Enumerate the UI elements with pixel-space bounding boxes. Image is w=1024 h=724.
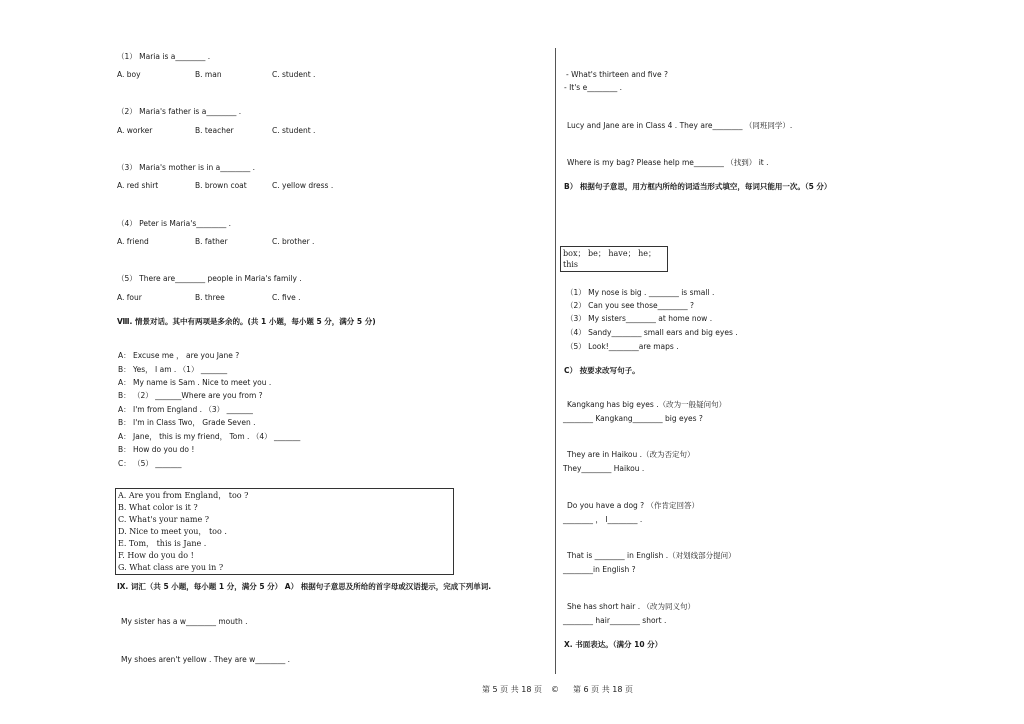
option-line: C. What's your name ? <box>118 515 210 524</box>
section-c-heading: C） 按要求改写句子。 <box>564 366 640 375</box>
q5-option-a: A. four <box>117 293 142 302</box>
rewrite-5-answer: ________ hair________ short . <box>563 616 667 625</box>
question-2: （2） Maria's father is a________ . <box>117 107 242 116</box>
q4-option-a: A. friend <box>117 237 149 246</box>
q5-option-c: C. five . <box>272 293 301 302</box>
q2-option-a: A. worker <box>117 126 153 135</box>
word-box-line: this <box>563 260 579 269</box>
question-4: （4） Peter is Maria's________ . <box>117 219 231 228</box>
rewrite-4-prompt: That is ________ in English .（对划线部分提问） <box>567 551 736 560</box>
question-5: （5） There are________ people in Maria's family . <box>117 274 302 283</box>
dialogue-line: B： （2） _______Where are you from ? <box>118 391 263 400</box>
option-line: F. How do you do ! <box>118 551 194 560</box>
footer-page-left: 第 5 页 共 18 页 <box>482 685 542 694</box>
q1-option-a: A. boy <box>117 70 141 79</box>
option-line: A. Are you from England， too ? <box>118 491 249 500</box>
vocab-question-bag: Where is my bag? Please help me________ （找到） it . <box>567 158 769 167</box>
q4-option-b: B. father <box>195 237 228 246</box>
section-dialogue-heading: Ⅷ. 情景对话。其中有两项是多余的。(共 1 小题，每小题 5 分，满分 5 分) <box>117 317 376 326</box>
section-vocab-heading: Ⅸ. 词汇（共 5 小题，每小题 1 分，满分 5 分） A） 根据句子意思及所给的首字母或汉语提示，完成下列单词. <box>117 582 492 591</box>
rewrite-1-prompt: Kangkang has big eyes .（改为一般疑问句） <box>567 400 727 409</box>
q1-option-b: B. man <box>195 70 222 79</box>
section-b-heading: B） 根据句子意思，用方框内所给的词适当形式填空，每词只能用一次。（5 分） <box>564 182 832 191</box>
q2-option-c: C. student . <box>272 126 316 135</box>
dialogue-question: - What's thirteen and five ? <box>566 70 668 79</box>
dialogue-line: A： Jane， this is my friend， Tom . （4） _______ <box>118 432 301 441</box>
rewrite-4-answer: ________in English ? <box>563 565 636 574</box>
rewrite-2-answer: They________ Haikou . <box>563 464 645 473</box>
fill-item: （1） My nose is big . ________ is small . <box>566 288 715 297</box>
question-3: （3） Maria's mother is in a________ . <box>117 163 255 172</box>
rewrite-3-answer: ________ ， I________ . <box>563 515 643 524</box>
fill-item: （2） Can you see those________ ? <box>566 301 694 310</box>
dialogue-line: B： I'm in Class Two， Grade Seven . <box>118 418 256 427</box>
dialogue-answer: - It's e________ . <box>564 83 622 92</box>
q3-option-a: A. red shirt <box>117 181 159 190</box>
vocab-question-lucy: Lucy and Jane are in Class 4 . They are________ （同班同学）. <box>567 121 793 130</box>
footer-page-right: 第 6 页 共 18 页 <box>573 685 633 694</box>
fill-item: （3） My sisters________ at home now . <box>566 314 713 323</box>
option-line: G. What class are you in ? <box>118 563 224 572</box>
q4-option-c: C. brother . <box>272 237 315 246</box>
rewrite-3-prompt: Do you have a dog ? （作肯定回答） <box>567 501 700 510</box>
dialogue-line: A： I'm from England . （3） _______ <box>118 405 253 414</box>
rewrite-2-prompt: They are in Haikou .（改为否定句） <box>567 450 695 459</box>
dialogue-line: B： Yes， I am . （1） _______ <box>118 365 228 374</box>
fill-item: （5） Look!________are maps . <box>566 342 679 351</box>
q3-option-c: C. yellow dress . <box>272 181 334 190</box>
dialogue-line: A： My name is Sam . Nice to meet you . <box>118 378 272 387</box>
dialogue-line: A： Excuse me ， are you Jane ? <box>118 351 240 360</box>
option-line: B. What color is it ? <box>118 503 198 512</box>
q5-option-b: B. three <box>195 293 225 302</box>
rewrite-5-prompt: She has short hair . （改为同义句） <box>567 602 695 611</box>
footer-symbol: © <box>551 685 559 694</box>
vocab-question-1: My sister has a w________ mouth . <box>121 617 248 626</box>
dialogue-line: B： How do you do ! <box>118 445 195 454</box>
word-box-line: box； be； have； he； <box>563 249 656 258</box>
option-line: D. Nice to meet you， too . <box>118 527 227 536</box>
page-divider <box>555 48 556 674</box>
q1-option-c: C. student . <box>272 70 316 79</box>
dialogue-line: C： （5） _______ <box>118 459 182 468</box>
option-line: E. Tom， this is Jane . <box>118 539 207 548</box>
vocab-question-2: My shoes aren't yellow . They are w________ . <box>121 655 290 664</box>
fill-item: （4） Sandy________ small ears and big eyes . <box>566 328 738 337</box>
section-writing-heading: X. 书面表达。（满分 10 分） <box>564 640 663 649</box>
q2-option-b: B. teacher <box>195 126 234 135</box>
rewrite-1-answer: ________ Kangkang________ big eyes ? <box>563 414 703 423</box>
question-1: （1） Maria is a________ . <box>117 52 211 61</box>
q3-option-b: B. brown coat <box>195 181 247 190</box>
